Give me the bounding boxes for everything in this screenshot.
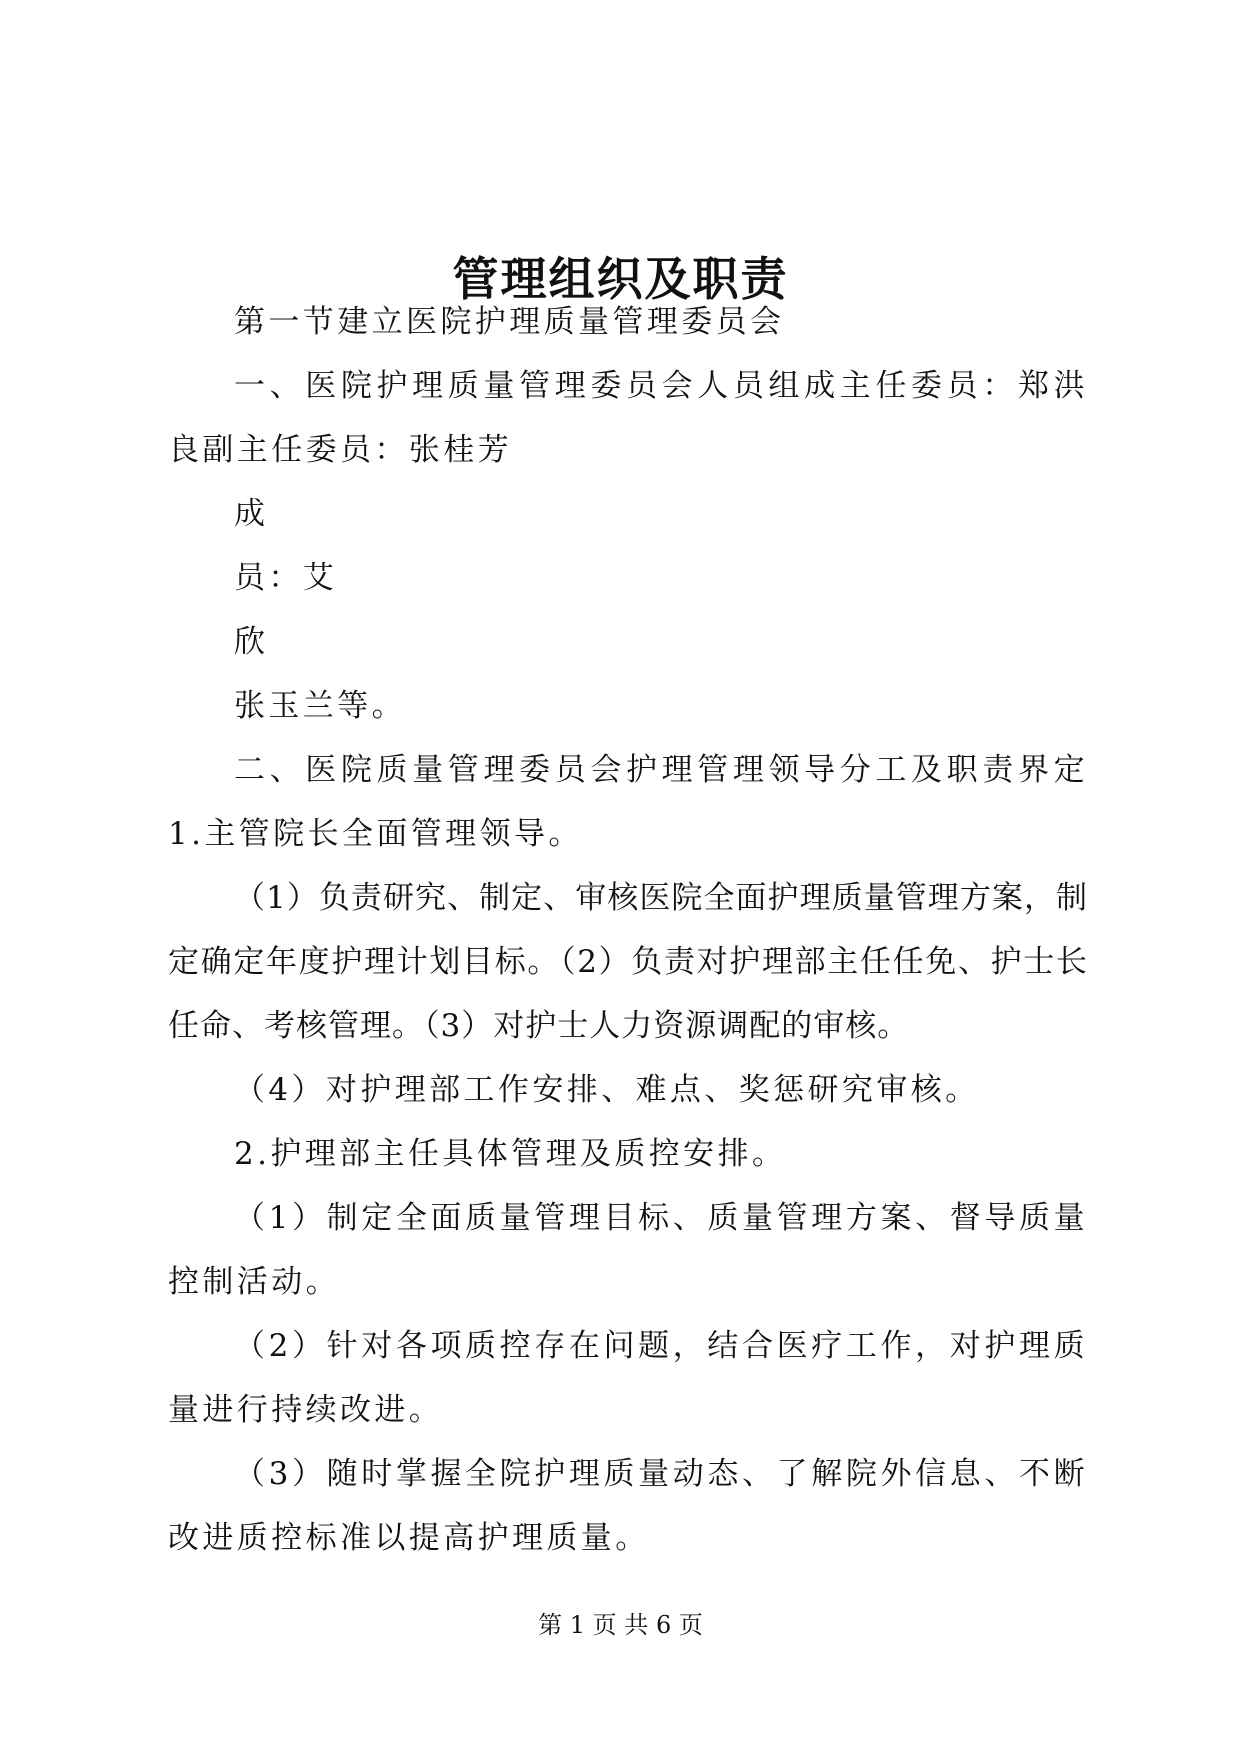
page-title: 管理组织及职责 [452,251,789,306]
director-duty-4: （4）对护理部工作安排、难点、奖惩研究审核。 [234,1072,980,1108]
division-of-duties-paragraph: 二、医院质量管理委员会护理管理领导分工及职责界定 1.主管院长全面管理领导。 [168,752,1088,852]
document-body [168,290,1088,1570]
section-heading: 第一节建立医院护理质量管理委员会 [234,304,785,340]
nursing-head-duty-2: （2）针对各项质控存在问题，结合医疗工作，对护理质量进行持续改进。 [168,1328,1088,1428]
nursing-head-duty-1: （1）制定全面质量管理目标、质量管理方案、督导质量控制活动。 [168,1200,1088,1300]
director-duties-paragraph: （1）负责研究、制定、审核医院全面护理质量管理方案，制定确定年度护理计划目标。（2）负责对护理部主任任免、护士长任命、考核管理。（3）对护士人力资源调配的审核。 [168,880,1088,1044]
page-number: 第 1 页 共 6 页 [538,1611,703,1639]
member-label-line-1: 成 [234,496,269,532]
committee-members-paragraph: 一、医院护理质量管理委员会人员组成主任委员：郑洪良副主任委员：张桂芳 [168,368,1088,468]
member-label-line-4: 张玉兰等。 [234,688,406,724]
nursing-head-duty-3: （3）随时掌握全院护理质量动态、了解院外信息、不断改进质控标准以提高护理质量。 [168,1456,1088,1556]
member-label-line-2: 员：艾 [234,560,338,596]
nursing-head-heading: 2.护理部主任具体管理及质控安排。 [234,1136,787,1172]
member-label-line-3: 欣 [234,624,269,660]
